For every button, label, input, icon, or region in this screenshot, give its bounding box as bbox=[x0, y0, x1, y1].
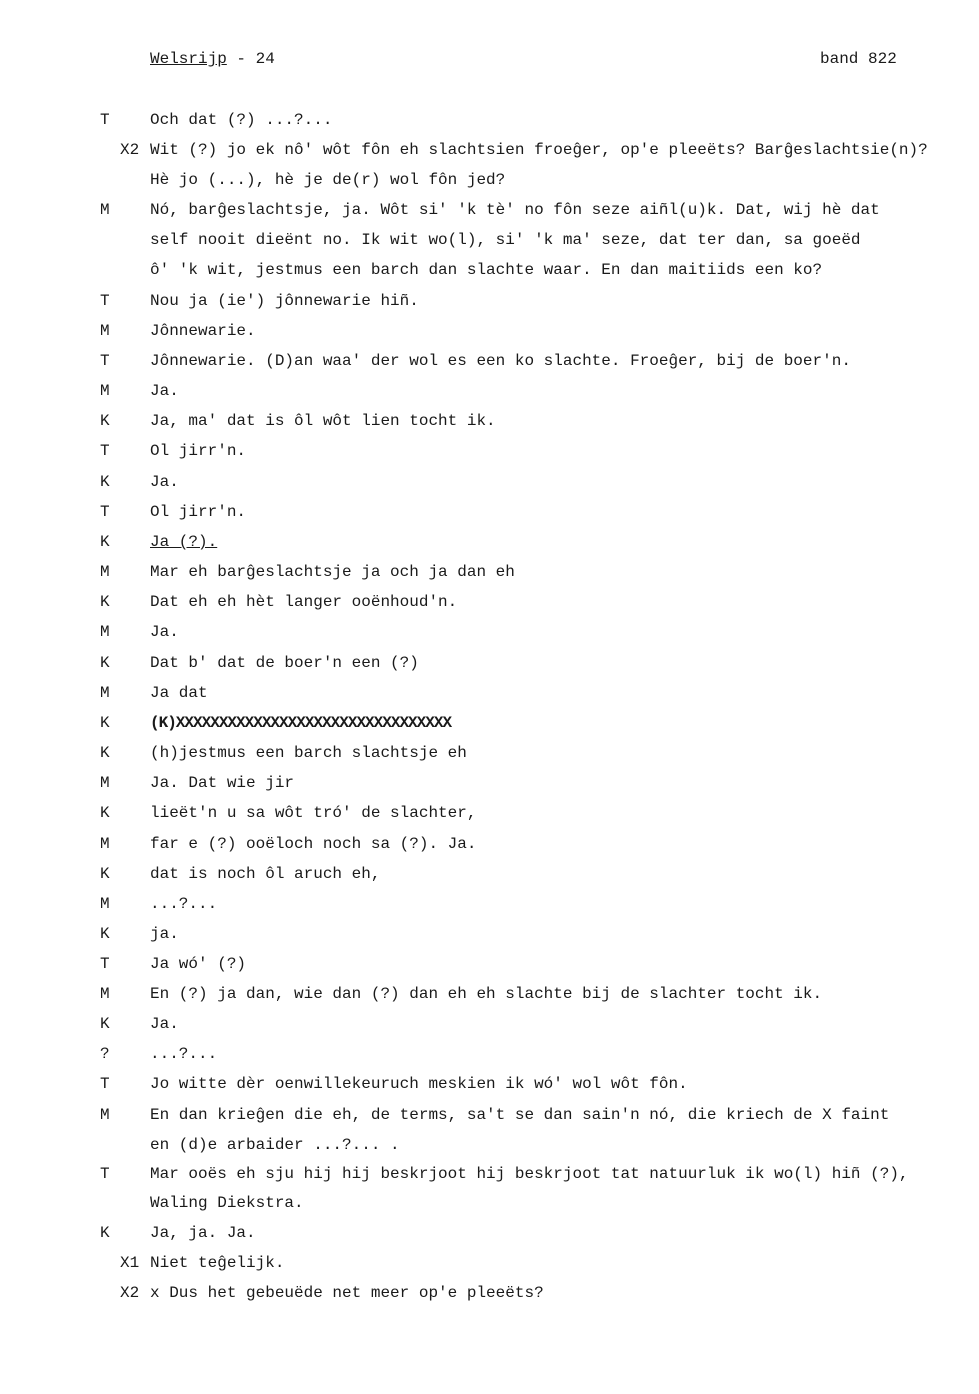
transcript-line bbox=[0, 895, 979, 917]
utterance-text: Waling Diekstra. bbox=[150, 1194, 304, 1212]
transcript-line bbox=[0, 442, 979, 464]
transcript-line bbox=[0, 1136, 979, 1158]
transcript-line bbox=[0, 563, 979, 585]
utterance-text: Dat eh eh hèt langer ooënhoud'n. bbox=[150, 593, 458, 611]
utterance-text: Jônnewarie. (D)an waa' der wol es een ko slachte. Froeĝer, bij de boer'n. bbox=[150, 352, 851, 370]
speaker-label: T bbox=[100, 503, 110, 521]
speaker-label: K bbox=[100, 714, 110, 732]
transcript-line bbox=[0, 714, 979, 736]
transcript-line bbox=[0, 533, 979, 555]
utterance-text: Nó, barĝeslachtsje, ja. Wôt si' 'k tè' no fôn seze aiñl(u)k. Dat, wij hè dat bbox=[150, 201, 880, 219]
speaker-label: M bbox=[100, 684, 110, 702]
transcript-line bbox=[0, 292, 979, 314]
page-header-title bbox=[150, 50, 275, 68]
utterance-text: Dat b' dat de boer'n een (?) bbox=[150, 654, 419, 672]
utterance-text: far e (?) ooëloch noch sa (?). Ja. bbox=[150, 835, 477, 853]
speaker-label: T bbox=[100, 292, 110, 310]
speaker-label: K bbox=[100, 804, 110, 822]
transcript-line bbox=[0, 412, 979, 434]
speaker-label: T bbox=[100, 111, 110, 129]
transcript-line bbox=[0, 593, 979, 615]
transcript-line bbox=[0, 141, 979, 163]
speaker-label: K bbox=[100, 473, 110, 491]
speaker-label: T bbox=[100, 1075, 110, 1093]
speaker-label: X2 bbox=[120, 141, 140, 159]
speaker-label: M bbox=[100, 623, 110, 641]
transcript-line bbox=[0, 503, 979, 525]
transcript-line bbox=[0, 835, 979, 857]
speaker-label: M bbox=[100, 322, 110, 340]
utterance-text: Ja, ja. Ja. bbox=[150, 1224, 256, 1242]
utterance-text: lieët'n u sa wôt tró' de slachter, bbox=[150, 804, 477, 822]
transcript-line bbox=[0, 1284, 979, 1306]
utterance-text: En (?) ja dan, wie dan (?) dan eh eh slachte bij de slachter tocht ik. bbox=[150, 985, 823, 1003]
transcript-line bbox=[0, 744, 979, 766]
speaker-label: K bbox=[100, 925, 110, 943]
speaker-label: M bbox=[100, 201, 110, 219]
transcript-line bbox=[0, 623, 979, 645]
transcript-line bbox=[0, 985, 979, 1007]
utterance-text: x Dus het gebeuëde net meer op'e pleeëts? bbox=[150, 1284, 544, 1302]
utterance-text: Ja (?). bbox=[150, 533, 218, 551]
utterance-text: ja. bbox=[150, 925, 179, 943]
utterance-text: Ja. bbox=[150, 382, 179, 400]
transcript-line bbox=[0, 352, 979, 374]
transcript-line bbox=[0, 1045, 979, 1067]
speaker-label: K bbox=[100, 654, 110, 672]
utterance-text: Jo witte dèr oenwillekeuruch meskien ik wó' wol wôt fôn. bbox=[150, 1075, 688, 1093]
speaker-label: M bbox=[100, 563, 110, 581]
speaker-label: K bbox=[100, 593, 110, 611]
utterance-text: Ol jirr'n. bbox=[150, 442, 247, 460]
transcript-line bbox=[0, 1075, 979, 1097]
transcript-line bbox=[0, 1015, 979, 1037]
speaker-label: K bbox=[100, 1224, 110, 1242]
utterance-text: Och dat (?) ...?... bbox=[150, 111, 333, 129]
utterance-text: ...?... bbox=[150, 1045, 218, 1063]
transcript-line bbox=[0, 201, 979, 223]
utterance-text: Ja dat bbox=[150, 684, 208, 702]
speaker-label: X1 bbox=[120, 1254, 140, 1272]
transcript-line bbox=[0, 322, 979, 344]
utterance-text: ô' 'k wit, jestmus een barch dan slachte waar. En dan maitiids een ko? bbox=[150, 261, 823, 279]
transcript-line bbox=[0, 1224, 979, 1246]
utterance-text: Ja. bbox=[150, 1015, 179, 1033]
transcript-line bbox=[0, 261, 979, 283]
header-title-text: Welsrijp bbox=[150, 50, 227, 68]
speaker-label: T bbox=[100, 352, 110, 370]
transcript-line bbox=[0, 1165, 979, 1187]
speaker-label: K bbox=[100, 1015, 110, 1033]
transcript-line bbox=[0, 1194, 979, 1216]
transcript-line bbox=[0, 804, 979, 826]
utterance-text: (h)jestmus een barch slachtsje eh bbox=[150, 744, 467, 762]
utterance-text: Ja wó' (?) bbox=[150, 955, 247, 973]
transcript-line bbox=[0, 1106, 979, 1128]
utterance-text: Mar ooës eh sju hij hij beskrjoot hij beskrjoot tat natuurluk ik wo(l) hiñ (?), bbox=[150, 1165, 909, 1183]
utterance-text: Ja. bbox=[150, 623, 179, 641]
speaker-label: M bbox=[100, 1106, 110, 1124]
transcript-line bbox=[0, 382, 979, 404]
utterance-text: Ja. bbox=[150, 473, 179, 491]
speaker-label: ? bbox=[100, 1045, 110, 1063]
speaker-label: M bbox=[100, 895, 110, 913]
utterance-text: Nou ja (ie') jônnewarie hiñ. bbox=[150, 292, 419, 310]
transcript-line bbox=[0, 955, 979, 977]
utterance-text: Ja. Dat wie jir bbox=[150, 774, 295, 792]
transcript-line bbox=[0, 171, 979, 193]
utterance-text: Hè jo (...), hè je de(r) wol fôn jed? bbox=[150, 171, 506, 189]
speaker-label: T bbox=[100, 442, 110, 460]
utterance-text: en (d)e arbaider ...?... . bbox=[150, 1136, 400, 1154]
transcript-line bbox=[0, 231, 979, 253]
utterance-text: dat is noch ôl aruch eh, bbox=[150, 865, 381, 883]
transcript-line bbox=[0, 654, 979, 676]
speaker-label: M bbox=[100, 835, 110, 853]
transcript-line bbox=[0, 774, 979, 796]
utterance-text: self nooit dieënt no. Ik wit wo(l), si' 'k ma' seze, dat ter dan, sa goeëd bbox=[150, 231, 861, 249]
speaker-label: T bbox=[100, 1165, 110, 1183]
utterance-text: Niet teĝelijk. bbox=[150, 1254, 285, 1272]
header-title-suffix: - 24 bbox=[226, 50, 275, 68]
utterance-text: En dan krieĝen die eh, de terms, sa't se dan sain'n nó, die kriech de X faint bbox=[150, 1106, 890, 1124]
utterance-text: Wit (?) jo ek nô' wôt fôn eh slachtsien froeĝer, op'e pleeëts? Barĝeslachtsie(n)? bbox=[150, 141, 928, 159]
utterance-text: (K)XXXXXXXXXXXXXXXXXXXXXXXXXXXXXXXX bbox=[150, 714, 452, 732]
utterance-text: Jônnewarie. bbox=[150, 322, 256, 340]
utterance-text: Ja, ma' dat is ôl wôt lien tocht ik. bbox=[150, 412, 496, 430]
speaker-label: K bbox=[100, 744, 110, 762]
utterance-text: Ol jirr'n. bbox=[150, 503, 247, 521]
transcript-line bbox=[0, 925, 979, 947]
transcript-line bbox=[0, 865, 979, 887]
speaker-label: M bbox=[100, 985, 110, 1003]
transcript-line bbox=[0, 1254, 979, 1276]
speaker-label: K bbox=[100, 865, 110, 883]
transcript-line bbox=[0, 684, 979, 706]
transcript-line bbox=[0, 473, 979, 495]
page-header-band: band 822 bbox=[820, 50, 897, 68]
utterance-text: ...?... bbox=[150, 895, 218, 913]
speaker-label: X2 bbox=[120, 1284, 140, 1302]
speaker-label: M bbox=[100, 382, 110, 400]
speaker-label: K bbox=[100, 412, 110, 430]
speaker-label: K bbox=[100, 533, 110, 551]
speaker-label: T bbox=[100, 955, 110, 973]
utterance-text: Mar eh barĝeslachtsje ja och ja dan eh bbox=[150, 563, 515, 581]
speaker-label: M bbox=[100, 774, 110, 792]
transcript-line bbox=[0, 111, 979, 133]
